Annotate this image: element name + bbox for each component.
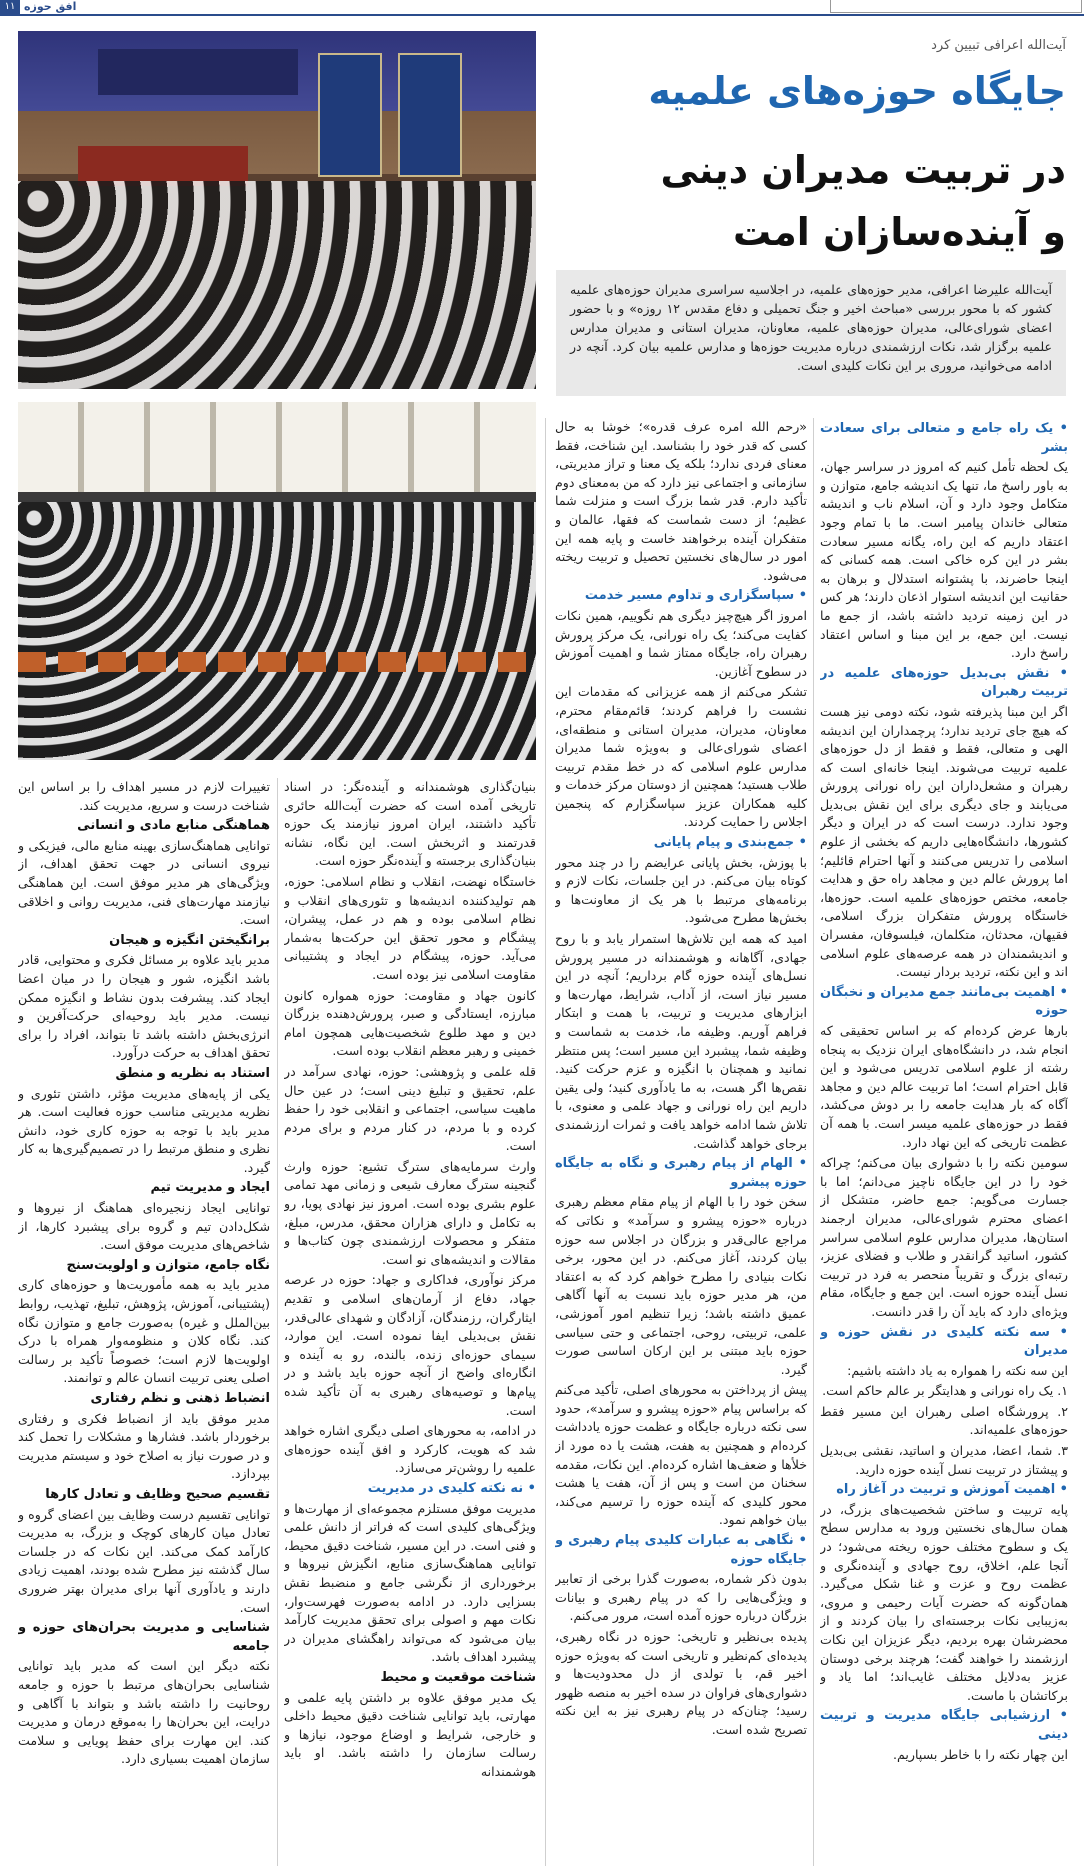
paragraph: بدون ذکر شماره، به‌صورت گذرا برخی از تعابیر و ویژگی‌هایی را که در پیام رهبری و بیانات بزرگان درباره حوزه آمده است، مرور می‌کنم.	[555, 1571, 807, 1624]
subheading: • الهام از پیام رهبری و نگاه به جایگاه حوزه پیشرو	[555, 1156, 807, 1190]
paragraph: قله علمی و پژوهشی: حوزه، نهادی سرآمد در علم، تحقیق و تبلیغ دینی است؛ در عین حال ماهیت سیاسی، اجتماعی و انقلابی خود را حفظ کرده و با مردم، در کنار مردم و برای مردم است.	[284, 1063, 536, 1154]
subheading: • نگاهی به عبارات کلیدی پیام رهبری و جایگاه حوزه	[555, 1533, 807, 1567]
audience-turbans	[18, 181, 536, 389]
paragraph: مدیریت موفق مستلزم مجموعه‌ای از مهارت‌ها و ویژگی‌های کلیدی است که فراتر از دانش علمی و فنی است. در این مسیر، شناخت دقیق محیط، توانایی هماهنگ‌سازی منابع، انگیزش نیروها و برخورداری از نگرشی جامع و منضبط نقش بسزایی دارد. در ادامه به‌صورت فهرست‌وار، نکات مهم و اصولی برای تحقق مدیریت کارآمد بیان می‌شود که می‌تواند راهگشای مدیران در پیشبرد اهداف باشد.	[284, 1500, 536, 1665]
photo-conference-audience	[18, 402, 536, 760]
subheading: • یک راه جامع و متعالی برای سعادت بشر	[820, 421, 1068, 455]
headline-line-3: و آینده‌سازان امت	[732, 210, 1066, 254]
paragraph: مدیر باید به همه مأموریت‌ها و حوزه‌های کاری (پشتیبانی، آموزش، پژوهش، تبلیغ، تهذیب، روابط بین‌الملل و غیره) به‌صورت جامع و متوازن نگاه کند. نگاه کلان و منظومه‌وار همراه با درک اولویت‌ها لازم است؛ خصوصاً تأکید بر رسالت اصلی یعنی تربیت انسان عالم و توانمند.	[18, 1277, 270, 1386]
paragraph: یکی از پایه‌های مدیریت مؤثر، داشتن تئوری و نظریه مدیریتی مناسب حوزه فعالیت است. هر مدیر باید با توجه به حوزه کاری خود، دانش نظری و منطق مرتبط را در تصمیم‌گیری‌ها به کار گیرد.	[18, 1085, 270, 1175]
text-column-4	[18, 778, 270, 1866]
paragraph: وارث سرمایه‌های سترگ تشیع: حوزه وارث گنجینه سترگ معارف شیعی و زمانی مهد تمامی علوم بشری بوده است. امروز نیز نهادی پویا، رو به تکامل و دارای هزاران محقق، مدرس، مبلغ، متفکر و محصولات ارزشمندی چون کتاب‌ها و مقالات و اندیشه‌های نو است.	[284, 1158, 536, 1267]
paragraph: ۳. شما، اعضا، مدیران و اساتید، نقشی بی‌بدیل و پیشتاز در تربیت نسل آینده حوزه دارید.	[820, 1443, 1068, 1477]
text-column-3	[284, 778, 536, 1866]
paragraph: پدیده بی‌نظیر و تاریخی: حوزه در نگاه رهبری، پدیده‌ای کم‌نظیر و تاریخی است که به‌ویژه حوزه اخیر قم، با تولدی از دل محدودیت‌ها و دشواری‌های فراوان در سده اخیر به منصه ظهور رسید؛ چنان‌که در پیام رهبری نیز به این نکته تصریح شده است.	[555, 1629, 807, 1737]
masthead-box	[830, 0, 1082, 13]
paragraph: بارها عرض کرده‌ام که بر اساس تحقیقی که انجام شد، در دانشگاه‌های ایران نزدیک به پنجاه رشته از علوم اسلامی تدریس می‌شود و این قابل احترام است؛ اما تربیت عالم دین و مجاهد آگاه که بار هدایت جامعه را بر دوش می‌کشد، فقط در حوزه‌های علمیه میسر است. با همه آن عظمت تاریخی که این نهاد دارد.	[820, 1023, 1068, 1150]
page-number: ۱۱	[0, 0, 20, 14]
text-column-2	[555, 418, 807, 1866]
paragraph: مدیر باید علاوه بر مسائل فکری و محتوایی، قادر باشد انگیزه، شور و هیجان را در میان اعضا ایجاد کند. پیشرفت بدون نشاط و انگیزه ممکن نیست. مدیر باید روحیه‌ای حرکت‌آفرین و انرژی‌بخش داشته باشد تا بتواند، افراد را برای تحقق اهداف به حرکت درآورد.	[18, 952, 270, 1061]
subheading: ایجاد و مدیریت تیم	[150, 1180, 270, 1196]
text-column-1	[820, 418, 1068, 1866]
paragraph: این سه نکته را همواره به یاد داشته باشیم:	[847, 1362, 1068, 1378]
paragraph: بنیان‌گذاری هوشمندانه و آینده‌نگر: در اسناد تاریخی آمده است که حضرت آیت‌الله حائری تأکید داشتند، ایران امروز نیازمند یک حوزه قدرتمند و اثربخش است. این نگاه، نشانه بنیان‌گذاری برجسته و آینده‌نگر حوزه است.	[284, 779, 536, 869]
front-chairs	[18, 652, 536, 672]
article-lead: آیت‌الله علیرضا اعرافی، مدیر حوزه‌های علمیه، در اجلاسیه سراسری مدیران حوزه‌های علمیه کشور که با محور بررسی «مباحث اخیر و جنگ تحمیلی و دفاع مقدس ۱۲ روزه» و با حضور اعضای شورای‌عالی، مدیران حوزه‌های علمیه، معاونان، مدیران استانی و مدیران مدارس علمیه برگزار شد، نکات ارزشمندی درباره مدیریت حوزه‌ها و مدارس علمیه بیان کرد. آنچه در ادامه می‌خوانید، مروری بر این نکات کلیدی است.	[556, 270, 1066, 396]
subheading: نگاه جامع، متوازن و اولویت‌سنج	[66, 1257, 270, 1273]
subheading: • نقش بی‌بدیل حوزه‌های علمیه در تربیت رهبران	[820, 665, 1068, 700]
subheading: شناسایی و مدیریت بحران‌های حوزه و جامعه	[18, 1620, 270, 1654]
paragraph: سومین نکته را با دشواری بیان می‌کنم؛ چراکه خود را در این جایگاه ناچیز می‌دانم؛ اما با جسارت می‌گویم: جمع حاضر، متشکل از اعضای محترم شورای‌عالی، مدیران ارجمند استان‌ها، مدیران مدارس علوم اسلامی سراسر کشور، اساتید گرانقدر و طلاب و فضلای عزیز، رتبه‌ای بزرگ و تقریباً منحصر به فرد در تربیت نسل آینده حوزه است. این جمع و جایگاه، مقام ویژه‌ای دارد که باید آن را قدر دانست.	[820, 1155, 1068, 1319]
subheading: • سه نکته کلیدی در نقش حوزه و مدیران	[820, 1324, 1068, 1359]
paragraph: ۱. یک راه نورانی و هدایتگر بر عالم حاکم است.	[822, 1383, 1068, 1399]
subheading: • سپاسگزاری و تداوم مسیر خدمت	[584, 588, 807, 604]
paragraph: یک مدیر موفق علاوه بر داشتن پایه علمی و مهارتی، باید توانایی شناخت دقیق محیط داخلی و خارجی، شرایط و اوضاع موجود، نیازها و رسالت سازمان را داشته باشد. او باید هوشمندانه	[284, 1689, 536, 1779]
headline-line-1: جایگاه حوزه‌های علمیه	[648, 69, 1066, 113]
paragraph: خاستگاه نهضت، انقلاب و نظام اسلامی: حوزه، هم تولیدکننده اندیشه‌ها و تئوری‌های انقلاب و نظام اسلامی بوده و هم در عمل، پیشران، پیشگام و محور تحقق این حرکت‌ها به‌شمار می‌آید. حوزه، پیشگام در ایجاد و پشتیبانی مقاومت اسلامی نیز بوده است.	[284, 873, 536, 982]
paragraph: کانون جهاد و مقاومت: حوزه همواره کانون مبارزه، ایستادگی و صبر، پرورش‌دهنده بزرگان دین و مهد طلوع شخصیت‌هایی همچون امام خمینی و رهبر معظم انقلاب بوده است.	[284, 987, 536, 1059]
portrait-1	[318, 53, 382, 177]
paragraph: توانایی تقسیم درست وظایف بین اعضای گروه و تعادل میان کارهای کوچک و بزرگ، به مدیریت کارآمد کمک می‌کند. این نکات که در جلسات سال گذشته نیز مطرح شده بودند، اهمیت زیادی دارند و یادآوری آنها برای مدیران بهتر ضروری است.	[18, 1506, 270, 1615]
subheading: هماهنگی منابع مادی و انسانی	[77, 818, 270, 834]
paragraph: نکته دیگر این است که مدیر باید توانایی شناسایی بحران‌های مرتبط با حوزه و جامعه روحانیت را داشته باشد و بتواند با آگاهی و درایت، این بحران‌ها را به‌موقع درمان و مدیریت کند. این مهارت برای حفظ پویایی و سلامت سازمان اهمیت بسیاری دارد.	[18, 1658, 270, 1767]
portrait-2	[398, 53, 462, 177]
subheading: برانگیختن انگیزه و هیجان	[109, 932, 270, 948]
photo-conference-stage	[18, 31, 536, 389]
column-divider	[545, 418, 546, 1866]
paragraph: امید که همه این تلاش‌ها استمرار یابد و با روح جهادی، آگاهانه و هوشمندانه در مسیر پرورش نسل‌های آینده حوزه گام برداریم؛ آنچه در این مسیر نیاز است، از آداب، شرایط، مهارت‌ها و ابزارهای مدیریت و تربیت، با همت و ابتکار فراهم آوریم. وظیفه ما، خدمت به شماست و وظیفه شما، پیشبرد این مسیر است؛ پس منتظر نمانید و همچنان با انگیزه و عزم حرکت کنید. نقص‌ها اگر هست، به ما یادآوری کنید؛ ولی یقین داریم این راه نورانی و جهاد علمی و معنوی، با تلاش شما ادامه خواهد یافت و ثمرات ارزشمندی برجای خواهد گذاشت.	[555, 931, 807, 1151]
column-divider	[813, 418, 814, 1866]
headline-line-2: در تربیت مدیران دینی	[660, 148, 1066, 192]
paragraph: امروز اگر هیچ‌چیز دیگری هم نگوییم، همین نکات کفایت می‌کند؛ یک راه نورانی، یک مرکز پرورش رهبران راه، جایگاه ممتاز شما و اهمیت آموزش در سطوح آغازین.	[555, 607, 807, 679]
subheading: • جمع‌بندی و پیام پایانی	[653, 835, 807, 851]
subheading: شناخت موقعیت و محیط	[380, 1669, 536, 1685]
paragraph: پایه تربیت و ساختن شخصیت‌های بزرگ، در همان سال‌های نخستین ورود به مدارس سطح یک و سطوح مختلف حوزه ریخته می‌شود؛ در آنجا علم، اخلاق، روح جهادی و آینده‌نگری و عظمت روح و عزت و غنا شکل می‌گیرد. همان‌گونه که حضرت آیات رحیمی و مروی، به‌زیبایی نکات برجسته‌ای را بیان کردند و از محضرشان بهره بردیم، دیگر عزیزان این نکات ارزشمند را خواهند گفت؛ هرچند برخی دوستان عزیز به‌دلایل مختلف غایب‌اند؛ اما یاد و برکاتشان با ماست.	[820, 1501, 1068, 1703]
subheading: • اهمیت آموزش و تربیت در آغاز راه	[836, 1482, 1068, 1498]
column-divider	[277, 778, 278, 1866]
paragraph: ۲. پرورشگاه اصلی رهبران این مسیر فقط حوزه‌های علمیه‌اند.	[820, 1403, 1068, 1438]
paragraph: توانایی هماهنگ‌سازی بهینه منابع مالی، فیزیکی و نیروی انسانی در جهت تحقق اهداف، از ویژگی‌های هر مدیر موفق است. این هماهنگی نیازمند مهارت‌های فنی، مدیریت روانی و اخلاقی است.	[18, 837, 270, 928]
paragraph: تغییرات لازم در مسیر اهداف را بر اساس این شناخت درست و سریع، مدیریت کند.	[18, 779, 270, 813]
paragraph: اگر این مبنا پذیرفته شود، نکته دومی نیز هست که هیچ جای تردید ندارد؛ پرچمداران این اندیشه الهی و متعالی، فقط و فقط از دل حوزه‌های علمیه تربیت می‌شوند. اینجا خانه‌ای است که رهبران و مشعل‌داران این راه نورانی پرورش می‌یابند و جای دیگری برای این نقش بی‌بدیل وجود ندارد. درست است که در ایران و دیگر کشورها، دانشگاه‌هایی داریم که بخشی از علوم اسلامی را تدریس می‌کنند و آنها احترام قائلیم؛ اما پرورش عالم دین و مجاهد راه حق و هدایت جامعه، مختص حوزه‌های علمیه است. حوزه‌ها، خاستگاه پرورش متفکران بزرگ اسلامی، فقیهان، محدثان، متکلمان، فیلسوفان، مفسران و اندیشمندان در همه عرصه‌های علوم اسلامی اند و این نکته، تردید بردار نیست.	[820, 703, 1068, 980]
paragraph: این چهار نکته را با خاطر بسپاریم.	[893, 1746, 1068, 1762]
stage-banner	[98, 49, 298, 95]
ceiling-lights	[18, 402, 536, 492]
paragraph: پیش از پرداختن به محورهای اصلی، تأکید می‌کنم که براساس پیام «حوزه پیشرو و سرآمد»، حدود سی نکته درباره جایگاه و عظمت حوزه یادداشت کرده‌ام و همچنین به هفت، هشت یا ده مورد از خلأها و ضعف‌ها اشاره کرده‌ام. این نکات، مقدمه سخنان من است و پس از آن، هفت یا هشت محور کلیدی که آینده حوزه را ترسیم می‌کند، بیان خواهم نمود.	[555, 1382, 807, 1528]
stage-table	[78, 146, 248, 186]
paragraph: مدیر موفق باید از انضباط فکری و رفتاری برخوردار باشد. فشارها و مشکلات را تحمل کند و در صورت نیاز به اصلاح خود و سیستم مدیریت بپردازد.	[18, 1410, 270, 1482]
subheading: • اهمیت بی‌مانند جمع مدیران و نخبگان حوزه	[820, 984, 1068, 1019]
paragraph: با پوزش، بخش پایانی عرایضم را در چند محور کوتاه بیان می‌کنم. در این جلسات، نکات لازم و برنامه‌های مرتبط با هر یک از معاونت‌ها و بخش‌ها مطرح می‌شود.	[555, 854, 807, 926]
subheading: انضباط ذهنی و نظم رفتاری	[90, 1391, 270, 1406]
paragraph: در ادامه، به محورهای اصلی دیگری اشاره خواهد شد که هویت، کارکرد و افق آینده حوزه‌های علمیه را روشن‌تر می‌سازد.	[284, 1423, 536, 1476]
paragraph: سخن خود را با الهام از پیام مقام معظم رهبری درباره «حوزه پیشرو و سرآمد» و نکاتی که مراجع عالی‌قدر و بزرگان در اجلاس سه حوزه بیان کردند، آغاز می‌کنم. در این محور، برخی نکات بنیادی را مطرح خواهم کرد که به اعتقاد من، هر مدیر حوزه باید نسبت به آنها آگاهی عمیق داشته باشد؛ زیرا تنظیم امور آموزشی، علمی، تربیتی، روحی، اجتماعی و حتی سیاسی حوزه باید مبتنی بر این ارکان اساسی صورت گیرد.	[555, 1194, 807, 1377]
paragraph: مرکز نوآوری، فداکاری و جهاد: حوزه در عرصه جهاد، دفاع از آرمان‌های اسلامی و تقدیم ایثارگران، رزمندگان، آزادگان و شهدای عالی‌قدر، نقش بی‌بدیلی ایفا نموده است. این موارد، سیمای حوزه‌ای زنده، بالنده، رو به آینده و انگاره‌ای واضح از آنچه حوزه باید باشد و در پیام‌ها و توصیه‌های رهبری به آن تأکید شده است.	[284, 1272, 536, 1418]
paragraph: تشکر می‌کنم از همه عزیزانی که مقدمات این نشست را فراهم کردند؛ قائم‌مقام محترم، معاونان، مدیران، مدیران استانی و منطقه‌ای، اعضای شورای‌عالی و به‌ویژه شما مدیران مدارس علوم اسلامی که در خط مقدم تربیت طلاب هستید؛ همچنین از دوستان مرکز خدمات و کلیه همکاران عزیز سپاسگزارم که پنجمین اجلاس را حمایت کردند.	[555, 684, 807, 830]
article-kicker: آیت‌الله اعرافی تبیین کرد	[931, 38, 1066, 53]
subheading: استناد به نظریه و منطق	[115, 1065, 270, 1081]
subheading: تقسیم صحیح وظایف و تعادل کارها	[45, 1486, 270, 1502]
paragraph: یک لحظه تأمل کنیم که امروز در سراسر جهان، به باور راسخ ما، تنها یک اندیشه جامع، متوازن و متکامل وجود دارد و آن، اسلام ناب و اندیشه متعالی خاندان پیامبر است. ما با تمام وجود اعتقاد داریم که این راه، یگانه مسیر سعادت بشر در این کره خاکی است. همه کسانی که اینجا حاضرند، با پشتوانه استدلال و برهان به حقانیت این اندیشه استوار اذعان دارند؛ هر کس در این زمینه تردید داشته باشد، از جمع ما نیست. این جمع، بر این مبنا و اساس اعتقاد راسخ دارد.	[820, 459, 1068, 661]
paragraph: «رحم الله امره عرف قدره»؛ خوشا به حال کسی که قدر خود را بشناسد. این شناخت، فقط معنای فردی ندارد؛ بلکه یک معنا و تراز مدیریتی، سازمانی و اجتماعی نیز دارد که من به‌معنای دوم تأکید دارم. قدر شما بزرگ است و منزلت شما عظیم؛ از دست شماست که فقها، عالمان و متفکران آینده برخواهند خاست و پایه همه این امور در سال‌های نخستین تحصیل و تربیت ریخته می‌شود.	[555, 419, 807, 583]
subheading: • نه نکته کلیدی در مدیریت	[367, 1480, 536, 1496]
audience-seated	[18, 502, 536, 760]
paragraph: توانایی ایجاد زنجیره‌ای هماهنگ از نیروها و شکل‌دادن تیم و گروه برای پیشبرد کارها، از شاخص‌های مدیریت موفق است.	[18, 1200, 270, 1253]
masthead-brand: افق حوزه	[24, 0, 77, 13]
subheading: • ارزشیابی جایگاه مدیریت و تربیت دینی	[820, 1708, 1068, 1742]
